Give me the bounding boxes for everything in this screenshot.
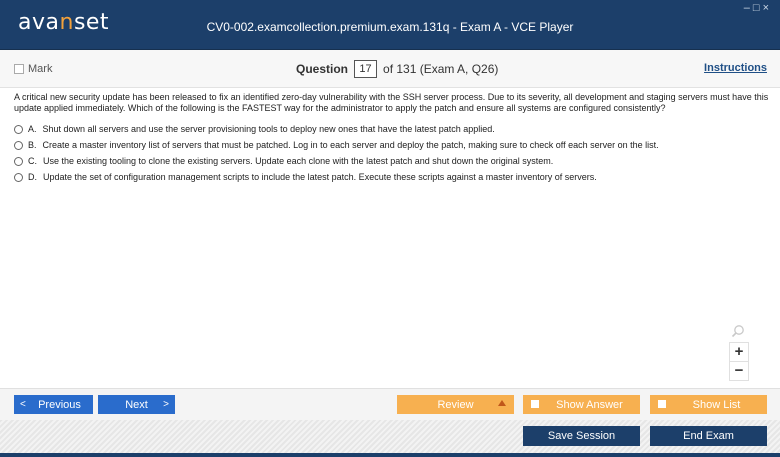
zoom-out-button[interactable]: − — [729, 361, 749, 381]
option-letter: D. — [28, 172, 37, 182]
minimize-icon[interactable]: – — [743, 2, 753, 14]
review-label: Review — [437, 398, 474, 411]
question-content — [14, 92, 770, 188]
title-bar — [0, 0, 780, 50]
previous-button[interactable] — [14, 395, 93, 414]
option-text: Create a master inventory list of servers that must be patched. Log in to each server and deploy the patch, making sure to check off each server on the list. — [42, 140, 659, 150]
window-title: CV0-002.examcollection.premium.exam.131q - Exam A - VCE Player — [206, 20, 574, 34]
next-button[interactable] — [98, 395, 175, 414]
show-list-button[interactable] — [650, 395, 767, 414]
mark-label: Mark — [28, 63, 53, 75]
option-text: Update the set of configuration management scripts to include the latest patch. Execute these scripts against a master inventory of servers. — [43, 172, 597, 182]
question-counter — [296, 60, 498, 78]
option-text: Use the existing tooling to clone the existing servers. Update each clone with the latest patch and shut down the original system. — [43, 156, 554, 166]
question-text: A critical new security update has been released to fix an identified zero-day vulnerability with the SSH server process. Due to its severity, all development and staging servers must have this update applied immediately. Which of the following is the FASTEST way for the administrator to apply the patch and ensure all systems are configured consistently? — [14, 92, 769, 113]
option-letter: A. — [28, 124, 37, 134]
maximize-icon[interactable]: □ — [752, 2, 763, 14]
next-label: Next — [125, 398, 148, 411]
question-number-input[interactable]: 17 — [354, 60, 377, 78]
checkbox-icon[interactable] — [658, 400, 666, 408]
zoom-in-button[interactable]: + — [729, 342, 749, 362]
window-frame-bottom — [0, 453, 780, 457]
show-list-label: Show List — [692, 398, 741, 411]
radio-icon[interactable] — [14, 173, 23, 182]
end-exam-button[interactable]: End Exam — [650, 426, 767, 446]
chevron-left-icon: < — [20, 399, 26, 410]
logo-text-end: set — [73, 10, 110, 35]
answer-options — [14, 124, 770, 183]
question-total: of 131 (Exam A, Q26) — [383, 62, 499, 76]
radio-icon[interactable] — [14, 125, 23, 134]
show-answer-label: Show Answer — [556, 398, 623, 411]
option-text: Shut down all servers and use the server provisioning tools to deploy new ones that have the latest patch applied. — [42, 124, 495, 134]
window-controls — [744, 2, 772, 14]
chevron-right-icon: > — [163, 399, 169, 410]
option-c[interactable] — [14, 156, 770, 167]
close-icon[interactable]: × — [762, 2, 772, 14]
instructions-link[interactable]: Instructions — [704, 62, 767, 74]
logo-text-start: ava — [18, 10, 60, 35]
option-b[interactable] — [14, 140, 770, 151]
checkbox-icon[interactable] — [531, 400, 539, 408]
previous-label: Previous — [38, 398, 81, 411]
option-letter: B. — [28, 140, 37, 150]
radio-icon[interactable] — [14, 157, 23, 166]
logo-text-accent: n — [59, 10, 74, 35]
caret-up-icon — [498, 400, 506, 406]
action-bar — [0, 420, 780, 457]
save-session-button[interactable]: Save Session — [523, 426, 640, 446]
option-letter: C. — [28, 156, 37, 166]
checkbox-icon — [14, 64, 24, 74]
mark-checkbox[interactable] — [14, 63, 52, 75]
navigation-bar — [0, 388, 780, 420]
review-button[interactable] — [397, 395, 514, 414]
option-d[interactable] — [14, 172, 770, 183]
radio-icon[interactable] — [14, 141, 23, 150]
question-bar — [0, 50, 780, 88]
magnifier-icon — [731, 324, 745, 338]
question-label: Question — [296, 62, 349, 76]
option-a[interactable] — [14, 124, 770, 135]
show-answer-button[interactable] — [523, 395, 640, 414]
